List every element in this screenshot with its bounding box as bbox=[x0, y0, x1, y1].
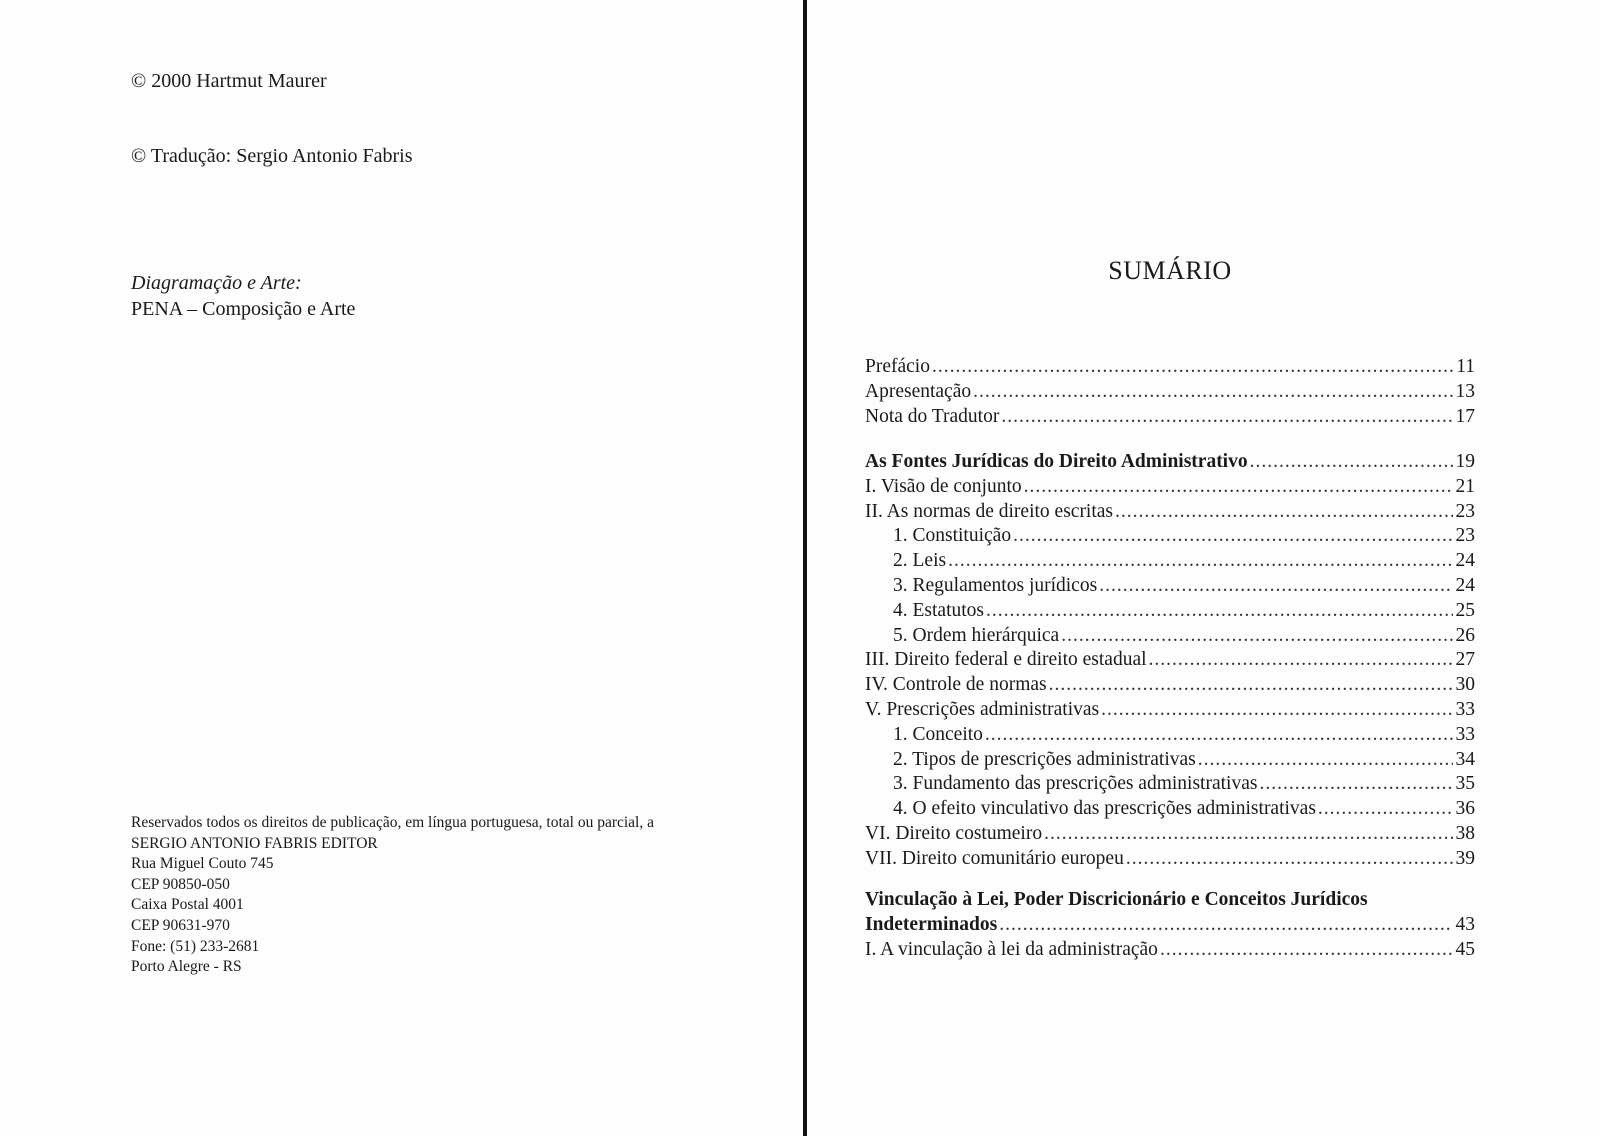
toc-entry-label: 4. Estatutos bbox=[893, 599, 984, 621]
toc-part1-heading-page: 19 bbox=[1455, 451, 1475, 472]
toc-entry-label: III. Direito federal e direito estadual bbox=[865, 649, 1147, 671]
toc-entry-page: 24 bbox=[1455, 550, 1475, 572]
toc-entry[interactable] bbox=[865, 475, 1475, 500]
publisher-line: Porto Alegre - RS bbox=[131, 958, 242, 976]
toc-part1 bbox=[865, 450, 1475, 872]
toc-entry-page: 33 bbox=[1455, 698, 1475, 720]
toc-entry[interactable] bbox=[865, 624, 1475, 649]
toc-entry[interactable] bbox=[865, 599, 1475, 624]
design-credit bbox=[131, 270, 355, 322]
toc-leader-dots bbox=[1061, 624, 1453, 649]
toc-leader-dots bbox=[1250, 450, 1453, 475]
toc-entry[interactable] bbox=[865, 355, 1475, 380]
toc-front-matter bbox=[865, 355, 1475, 429]
toc-part2-heading[interactable] bbox=[865, 913, 1475, 938]
toc-entry-page: 33 bbox=[1455, 723, 1475, 745]
toc-entry[interactable] bbox=[865, 772, 1475, 797]
toc-entry[interactable] bbox=[865, 847, 1475, 872]
toc-entry-label: II. As normas de direito escritas bbox=[865, 500, 1114, 522]
toc-entry-label: I. Visão de conjunto bbox=[865, 475, 1022, 497]
toc-leader-dots bbox=[1001, 405, 1453, 430]
toc-leader-dots bbox=[1024, 475, 1453, 500]
toc-entry-page: 23 bbox=[1455, 525, 1475, 547]
toc-entry-page: 26 bbox=[1455, 624, 1475, 646]
toc-entry[interactable] bbox=[865, 574, 1475, 599]
toc-leader-dots bbox=[1318, 797, 1453, 822]
toc-entry[interactable] bbox=[865, 380, 1475, 405]
copyright-author: © 2000 Hartmut Maurer bbox=[131, 70, 327, 92]
toc-entry[interactable] bbox=[865, 938, 1475, 963]
toc-entry-page: 23 bbox=[1455, 500, 1475, 522]
toc-part2 bbox=[865, 888, 1475, 962]
toc-entry-page: 24 bbox=[1455, 574, 1475, 596]
toc-entry-page: 17 bbox=[1455, 405, 1475, 427]
design-label: Diagramação e Arte: bbox=[131, 272, 302, 294]
toc-entry[interactable] bbox=[865, 673, 1475, 698]
toc-entry-page: 11 bbox=[1456, 356, 1475, 377]
toc-leader-dots bbox=[1126, 847, 1453, 872]
toc-entry-label: IV. Controle de normas bbox=[865, 674, 1047, 696]
toc-entry-label: 2. Leis bbox=[893, 550, 947, 572]
toc-leader-dots bbox=[986, 599, 1453, 624]
toc-entry[interactable] bbox=[865, 648, 1475, 673]
toc-leader-dots bbox=[985, 723, 1453, 748]
toc-leader-dots bbox=[1013, 524, 1453, 549]
publisher-line: Fone: (51) 233-2681 bbox=[131, 937, 260, 955]
toc-entry-page: 13 bbox=[1455, 380, 1475, 402]
toc-entry[interactable] bbox=[865, 748, 1475, 773]
toc-entry-page: 34 bbox=[1455, 748, 1475, 770]
toc-entry-label: Nota do Tradutor bbox=[865, 405, 1000, 427]
toc-entry-label: Apresentação bbox=[865, 380, 972, 402]
toc-part1-heading[interactable] bbox=[865, 450, 1475, 475]
toc-entry[interactable] bbox=[865, 500, 1475, 525]
toc-part2-heading-line1[interactable]: Vinculação à Lei, Poder Discricionário e Conceitos Jurídicos bbox=[865, 889, 1368, 910]
toc-entry-page: 38 bbox=[1455, 822, 1475, 844]
toc-title: SUMÁRIO bbox=[1108, 256, 1232, 285]
toc-entry-page: 30 bbox=[1455, 674, 1475, 696]
publisher-line: Rua Miguel Couto 745 bbox=[131, 855, 274, 873]
publisher-line: CEP 90850-050 bbox=[131, 875, 230, 893]
toc-entry-page: 39 bbox=[1455, 847, 1475, 869]
toc-entry-page: 45 bbox=[1455, 938, 1475, 960]
toc-entry-page: 35 bbox=[1455, 773, 1475, 795]
toc-leader-dots bbox=[1115, 500, 1453, 525]
toc-leader-dots bbox=[973, 380, 1453, 405]
toc-entry-label: V. Prescrições administrativas bbox=[865, 698, 1100, 720]
toc-leader-dots bbox=[1044, 822, 1453, 847]
copyright-translation: © Tradução: Sergio Antonio Fabris bbox=[131, 145, 413, 167]
toc-entry-page: 21 bbox=[1455, 475, 1475, 497]
toc-entry[interactable] bbox=[865, 723, 1475, 748]
toc-entry-label: I. A vinculação à lei da administração bbox=[865, 938, 1158, 960]
toc-entry[interactable] bbox=[865, 549, 1475, 574]
publisher-line: SERGIO ANTONIO FABRIS EDITOR bbox=[131, 834, 378, 852]
toc-leader-dots bbox=[1149, 648, 1453, 673]
toc-leader-dots bbox=[1099, 574, 1453, 599]
toc-entry[interactable] bbox=[865, 698, 1475, 723]
publisher-line: Caixa Postal 4001 bbox=[131, 896, 244, 914]
toc-entry-label: 3. Fundamento das prescrições administrativas bbox=[893, 773, 1258, 795]
toc-entry-label: 4. O efeito vinculativo das prescrições administrativas bbox=[893, 798, 1316, 820]
toc-entry[interactable] bbox=[865, 524, 1475, 549]
toc-part1-heading-label: As Fontes Jurídicas do Direito Administrativo bbox=[865, 451, 1248, 472]
toc-entry-label: 5. Ordem hierárquica bbox=[893, 624, 1060, 646]
toc-entry-label: 2. Tipos de prescrições administrativas bbox=[893, 748, 1196, 770]
toc-leader-dots bbox=[1049, 673, 1453, 698]
toc-leader-dots bbox=[1198, 748, 1453, 773]
toc-entry-label: Prefácio bbox=[865, 356, 930, 377]
toc-leader-dots bbox=[999, 913, 1453, 938]
toc-part2-heading-page: 43 bbox=[1455, 913, 1475, 935]
toc-leader-dots bbox=[1259, 772, 1453, 797]
toc-entry-label: 1. Constituição bbox=[893, 525, 1012, 547]
toc-entry-label: VII. Direito comunitário europeu bbox=[865, 847, 1124, 869]
publisher-line: CEP 90631-970 bbox=[131, 916, 230, 934]
toc-entry-page: 27 bbox=[1455, 649, 1475, 671]
toc-entry-page: 25 bbox=[1455, 599, 1475, 621]
toc-entry-label: VI. Direito costumeiro bbox=[865, 822, 1043, 844]
toc-leader-dots bbox=[1160, 938, 1453, 963]
publisher-info bbox=[131, 813, 654, 978]
toc-entry-label: 1. Conceito bbox=[893, 723, 983, 745]
toc-entry[interactable] bbox=[865, 405, 1475, 430]
publisher-line: Reservados todos os direitos de publicação, em língua portuguesa, total ou parcial, a bbox=[131, 814, 654, 831]
toc-leader-dots bbox=[932, 355, 1453, 380]
toc-entry[interactable] bbox=[865, 797, 1475, 822]
toc-entry-page: 36 bbox=[1455, 798, 1475, 820]
toc-leader-dots bbox=[948, 549, 1453, 574]
design-value: PENA – Composição e Arte bbox=[131, 298, 356, 320]
toc-entry[interactable] bbox=[865, 822, 1475, 847]
toc-entry-label: 3. Regulamentos jurídicos bbox=[893, 574, 1098, 596]
toc-leader-dots bbox=[1101, 698, 1453, 723]
toc-part2-heading-label: Indeterminados bbox=[865, 913, 998, 935]
